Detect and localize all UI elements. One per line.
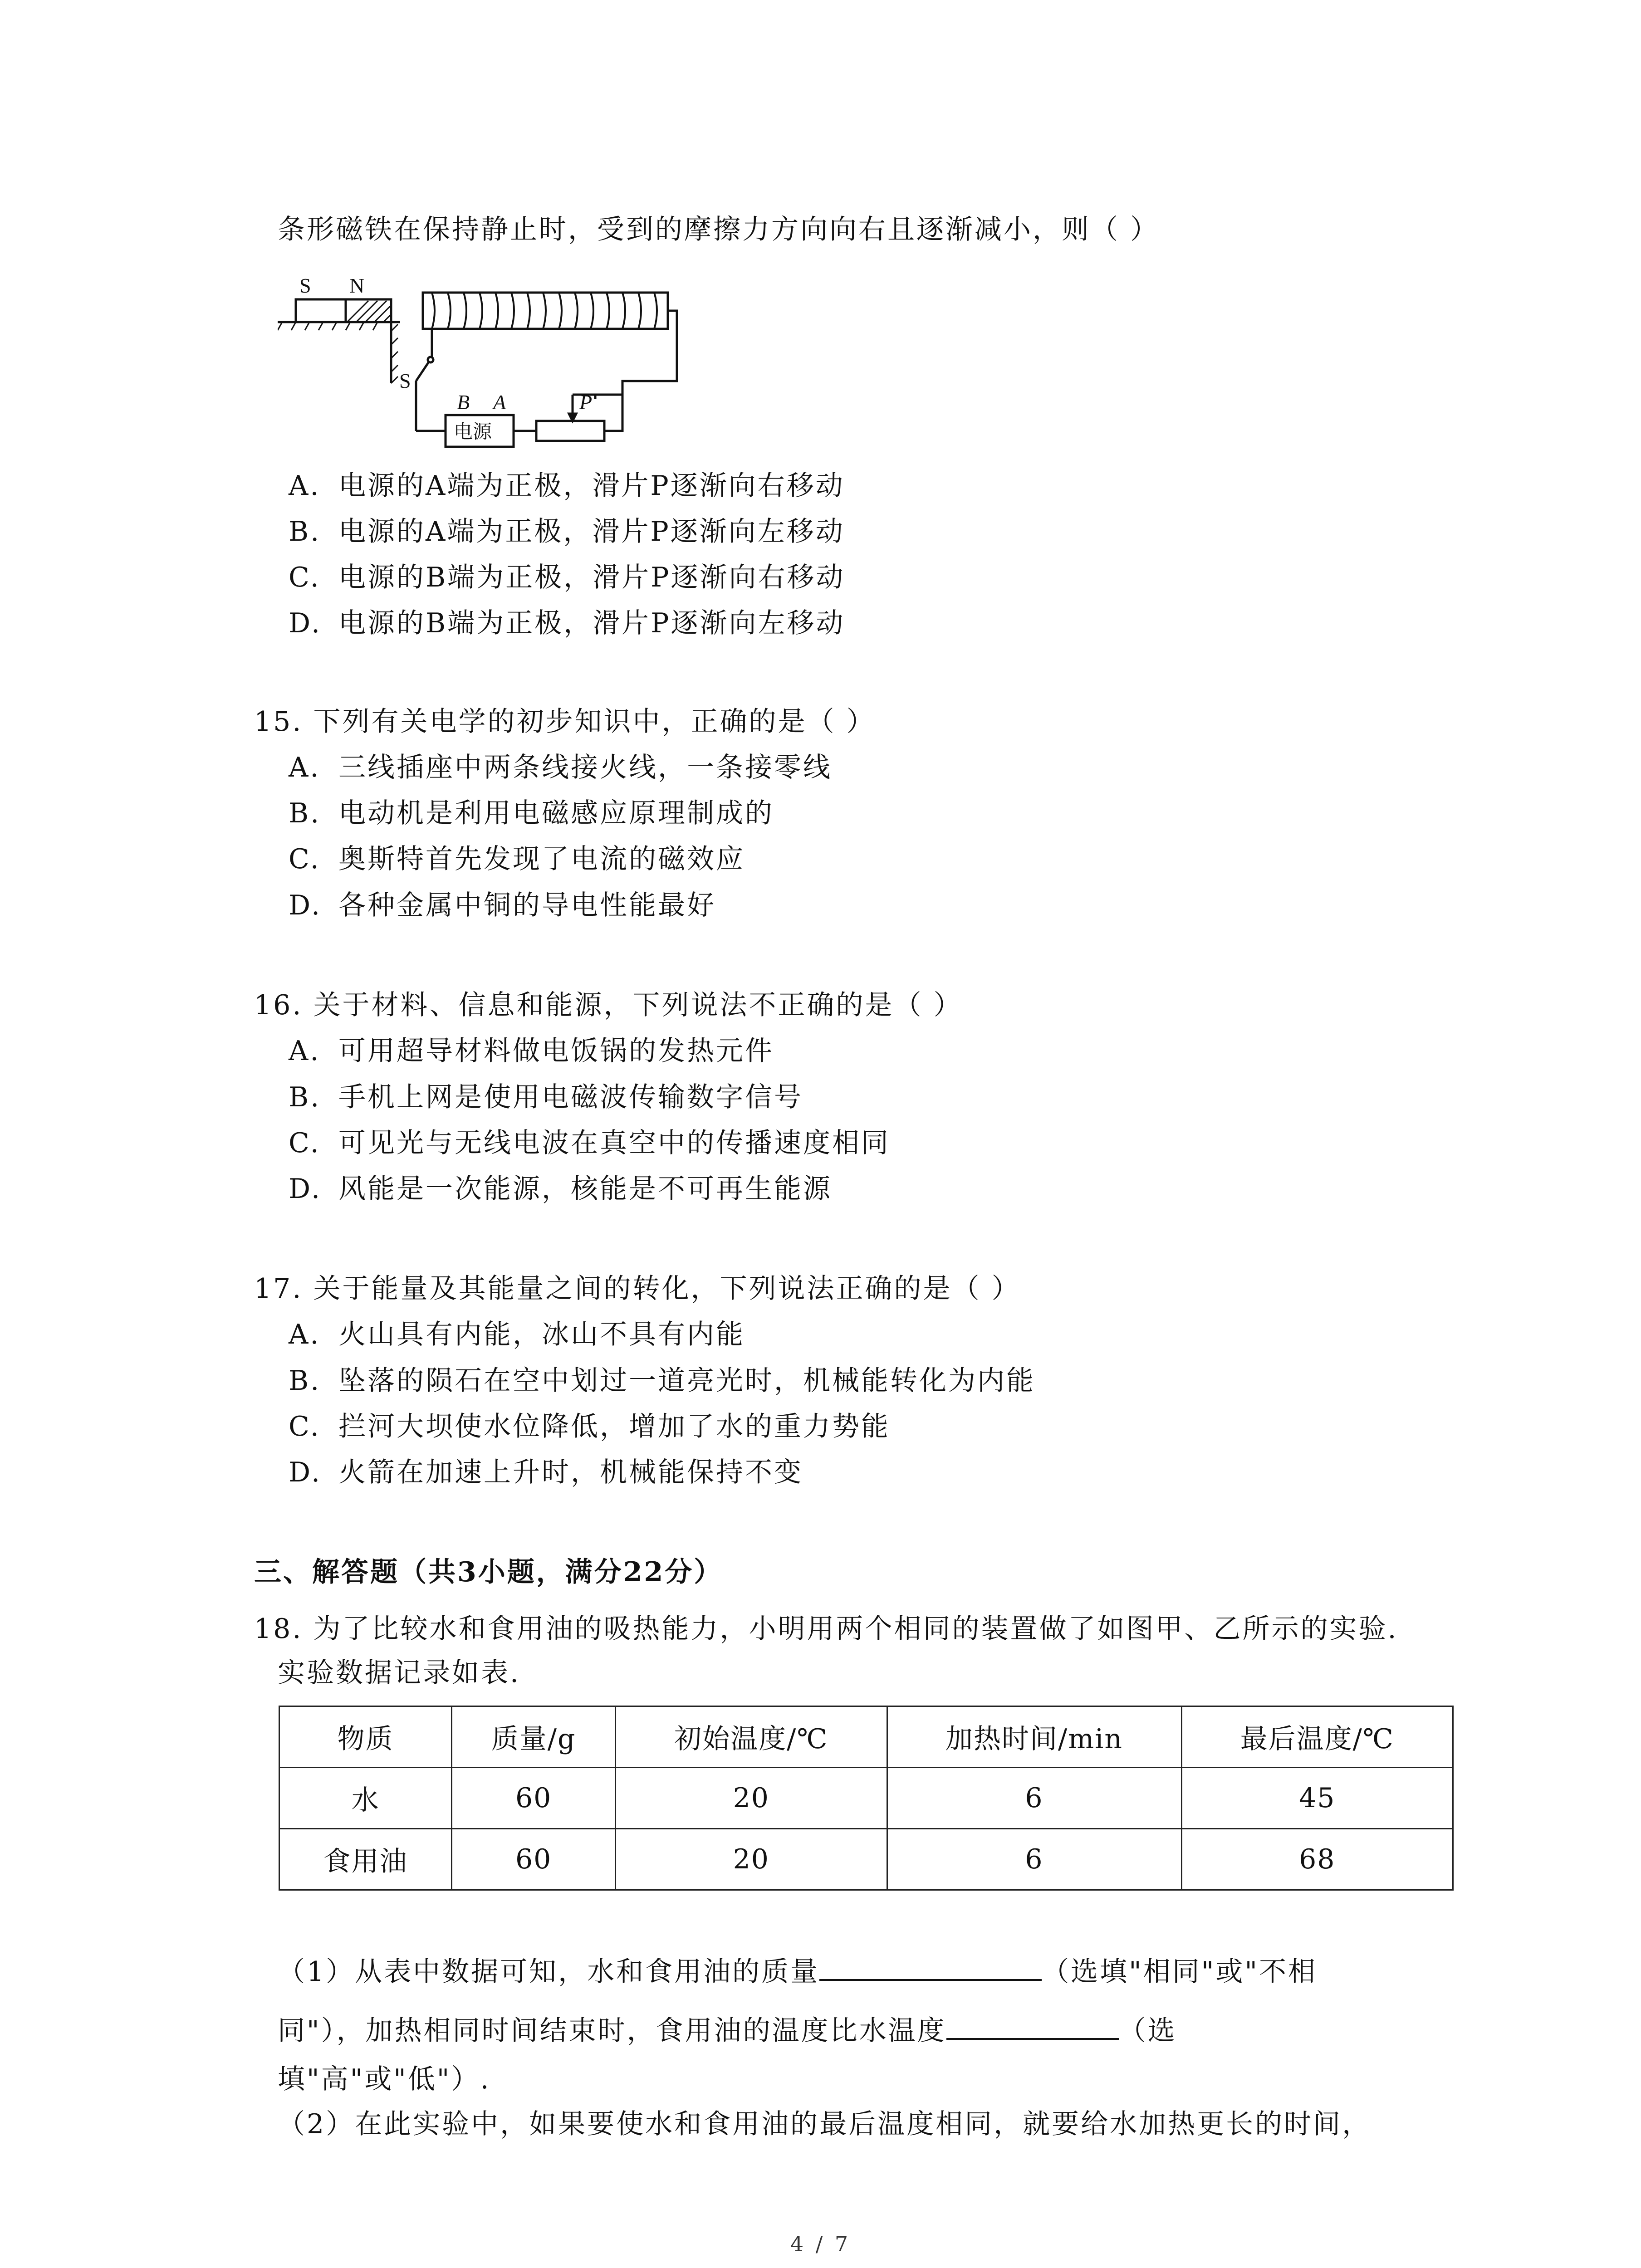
q18-stem-line2: 实验数据记录如表. [278, 1657, 521, 1689]
switch-blade [416, 361, 430, 381]
section-3-heading: 三、解答题（共3小题，满分22分） [254, 1556, 723, 1588]
table-header-cell: 初始温度/℃ [616, 1706, 887, 1768]
q17-option-d: D. 火箭在加速上升时，机械能保持不变 [289, 1457, 803, 1488]
table-cell: 食用油 [279, 1829, 452, 1890]
q15-stem: 15. 下列有关电学的初步知识中，正确的是（ ） [254, 706, 876, 738]
q18-stem-line1: 18. 为了比较水和食用油的吸热能力，小明用两个相同的装置做了如图甲、乙所示的实验. [254, 1613, 1398, 1645]
q14-stem-tail: 条形磁铁在保持静止时，受到的摩擦力方向向右且逐渐减小，则（ ） [278, 214, 1160, 245]
q16-option-b: B. 手机上网是使用电磁波传输数字信号 [289, 1081, 803, 1113]
q17-option-a: A. 火山具有内能，冰山不具有内能 [289, 1319, 745, 1350]
label-a: A [493, 391, 506, 414]
label-power-source: 电源 [454, 420, 492, 443]
switch-pivot [428, 357, 433, 362]
q17-stem: 17. 关于能量及其能量之间的转化，下列说法正确的是（ ） [254, 1273, 1021, 1305]
q17-option-b: B. 坠落的陨石在空中划过一道亮光时，机械能转化为内能 [289, 1365, 1035, 1397]
label-b: B [457, 391, 470, 414]
q14-option-a: A. 电源的A端为正极，滑片P逐渐向右移动 [289, 470, 845, 502]
table-header-cell: 物质 [279, 1706, 452, 1768]
rheostat [536, 421, 604, 441]
table-header-row [279, 1706, 1453, 1768]
q16-option-d: D. 风能是一次能源，核能是不可再生能源 [289, 1173, 832, 1205]
wire-left-top [430, 329, 432, 358]
q18-p1-line3: 填"高"或"低"）. [278, 2063, 491, 2095]
table-hatch [278, 322, 377, 330]
answer-blank-2[interactable] [946, 2012, 1119, 2040]
q15-option-c: C. 奥斯特首先发现了电流的磁效应 [289, 843, 745, 875]
table-row [279, 1829, 1453, 1890]
label-switch: S [399, 369, 411, 392]
table-cell: 60 [452, 1829, 616, 1890]
table-header-cell: 加热时间/min [887, 1706, 1181, 1768]
q14-option-b: B. 电源的A端为正极，滑片P逐渐向左移动 [289, 516, 845, 547]
table-header-cell: 质量/g [452, 1706, 616, 1768]
q18-p1-line2: 同"），加热相同时间结束时，食用油的温度比水温度 （选 [278, 2012, 1177, 2047]
q14-option-c: C. 电源的B端为正极，滑片P逐渐向右移动 [289, 562, 845, 593]
table-cell: 6 [887, 1829, 1181, 1890]
table-cell: 45 [1181, 1768, 1453, 1829]
q17-option-c: C. 拦河大坝使水位降低，增加了水的重力势能 [289, 1411, 890, 1442]
magnet-s-half [296, 299, 346, 322]
q14-option-d: D. 电源的B端为正极，滑片P逐渐向左移动 [289, 607, 845, 639]
label-n: N [349, 274, 365, 297]
table-cell: 68 [1181, 1829, 1453, 1890]
table-cell: 水 [279, 1768, 452, 1829]
label-s: S [299, 274, 311, 297]
table-header-cell: 最后温度/℃ [1181, 1706, 1453, 1768]
q15-option-b: B. 电动机是利用电磁感应原理制成的 [289, 797, 774, 829]
page-number: 4 / 7 [790, 2232, 851, 2256]
table-cell: 20 [616, 1829, 887, 1890]
q14-circuit-figure [278, 268, 695, 458]
table-cell: 20 [616, 1768, 887, 1829]
table-row [279, 1768, 1453, 1829]
q16-option-a: A. 可用超导材料做电饭锅的发热元件 [289, 1035, 774, 1067]
q15-option-d: D. 各种金属中铜的导电性能最好 [289, 890, 716, 921]
q16-stem: 16. 关于材料、信息和能源，下列说法不正确的是（ ） [254, 989, 963, 1021]
q16-option-c: C. 可见光与无线电波在真空中的传播速度相同 [289, 1127, 890, 1159]
q18-p2-line1: （2）在此实验中，如果要使水和食用油的最后温度相同，就要给水加热更长的时间， [278, 2108, 1372, 2140]
q18-p1-line1: （1）从表中数据可知，水和食用油的质量 （选填"相同"或"不相 [278, 1953, 1317, 1988]
q18-data-table [279, 1706, 1454, 1891]
table-cell: 60 [452, 1768, 616, 1829]
table-cell: 6 [887, 1768, 1181, 1829]
answer-blank-1[interactable] [819, 1953, 1042, 1981]
q15-option-a: A. 三线插座中两条线接火线，一条接零线 [289, 752, 832, 783]
label-p: P [579, 391, 593, 414]
